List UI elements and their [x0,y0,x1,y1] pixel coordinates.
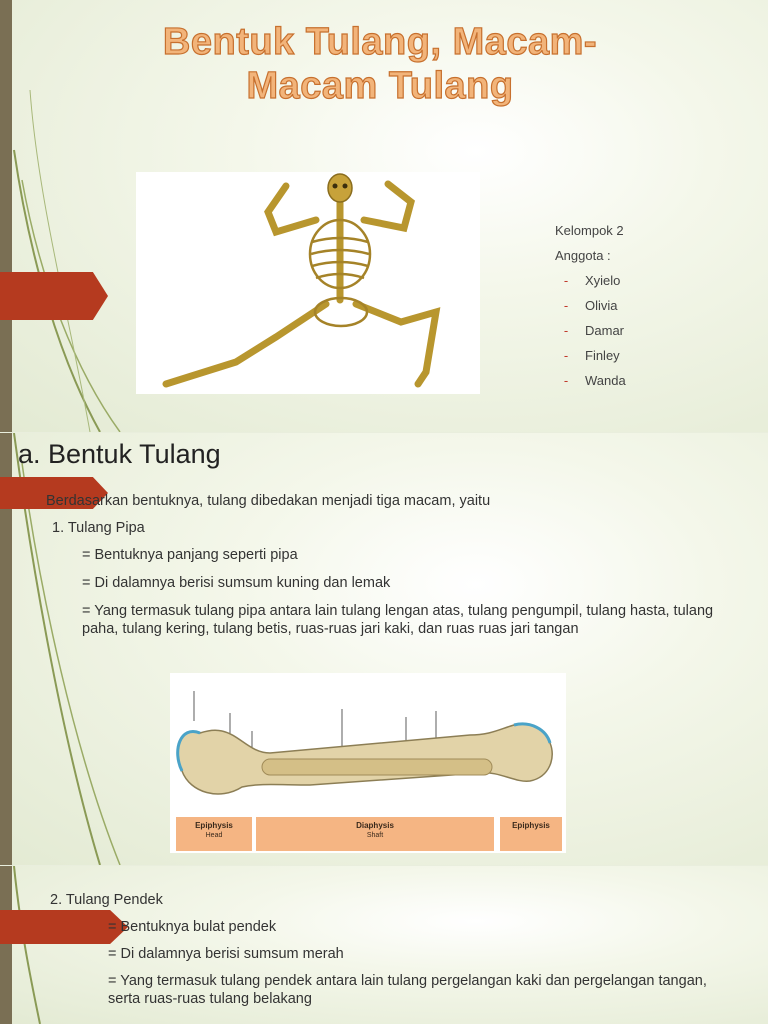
label-diaphysis-shaft [256,817,494,851]
item-title: 1. Tulang Pipa [52,520,145,536]
label-text: Epiphysis [195,821,233,830]
list-dash: - [563,273,569,288]
long-bone-diagram [170,673,566,853]
group-label: Kelompok 2 [555,223,624,238]
title-line-1: Bentuk Tulang, Macam- [162,21,598,63]
members-label: Anggota : [555,248,611,263]
label-text: Epiphysis [512,821,550,830]
page-title [60,20,700,108]
item-line: = Di dalamnya berisi sumsum merah [108,946,344,962]
item-line: = Di dalamnya berisi sumsum kuning dan lemak [82,575,391,591]
label-text: Diaphysis [356,821,394,830]
item-line: = Yang termasuk tulang pendek antara lain tulang pergelangan kaki dan pergelangan tangan, serta ruas-ruas tulang belakang [108,973,707,1007]
member-name: Wanda [585,373,626,388]
label-subtext: Head [205,832,223,839]
member-name: Olivia [585,298,618,313]
member-item [555,318,626,343]
item-line: = Bentuknya panjang seperti pipa [82,547,298,563]
member-item [555,268,626,293]
skeleton-image [136,172,480,394]
member-item [555,368,626,393]
member-item [555,293,626,318]
item-line: = Bentuknya bulat pendek [108,919,277,935]
label-subtext: Shaft [366,832,384,839]
member-name: Xyielo [585,273,621,288]
title-line-2: Macam Tulang [246,65,514,107]
item-title: 2. Tulang Pendek [50,892,163,908]
accent-tag [0,272,108,320]
section-heading: a. Bentuk Tulang [18,439,221,469]
list-dash: - [563,348,569,363]
intro-text: Berdasarkan bentuknya, tulang dibedakan menjadi tiga macam, yaitu [46,493,491,509]
member-name: Damar [585,323,625,338]
slide-bone-shapes [0,433,768,865]
label-epiphysis-right [500,817,562,851]
group-info [555,218,626,393]
slide-title [0,0,768,432]
list-dash: - [563,323,569,338]
member-item [555,343,626,368]
list-dash: - [563,298,569,313]
list-dash: - [563,373,569,388]
slide-short-bone [0,866,768,1024]
member-name: Finley [585,348,620,363]
label-epiphysis-head [176,817,252,851]
item-line: = Yang termasuk tulang pipa antara lain tulang lengan atas, tulang pengumpil, tulang hasta, tulang paha, tulang kering, tulang betis, ruas-ruas jari kaki, dan ruas ruas jari tangan [82,603,714,637]
